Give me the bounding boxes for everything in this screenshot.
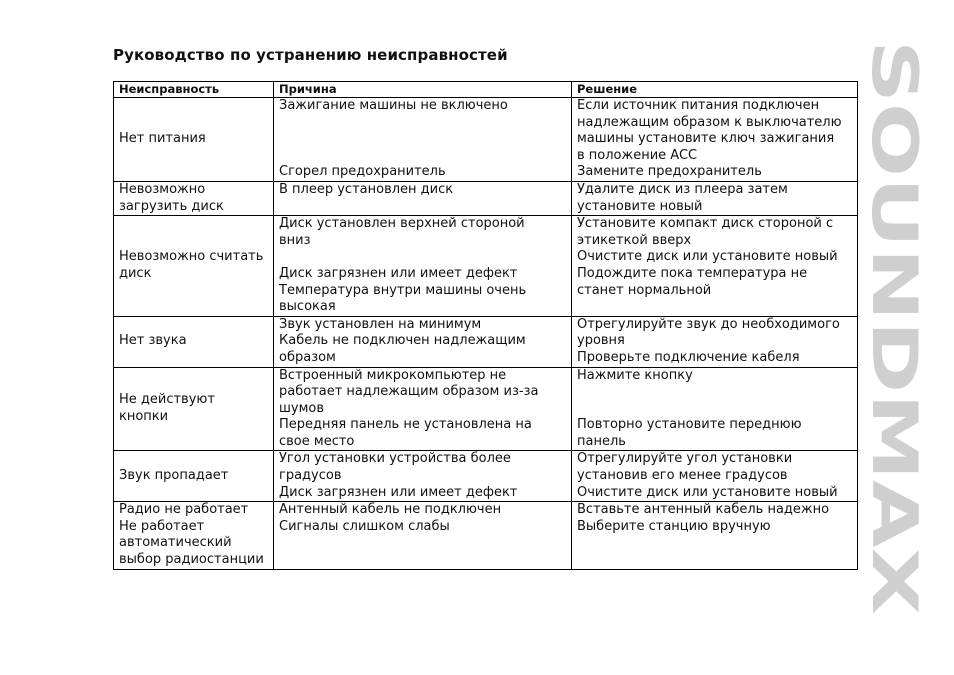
header-solution: Решение [572,82,858,98]
cause-cell [274,451,572,502]
table-row [114,502,858,569]
table-row [114,451,858,502]
cause-line: Звук установлен на минимум [279,316,482,332]
fault-cell [114,181,274,215]
solution-line: Нажмите кнопку [577,367,693,383]
fault-line: Нет питания [119,131,206,147]
table-row [114,216,858,317]
header-cause: Причина [274,82,572,98]
fault-line: Не работает [119,518,205,534]
solution-line: панель [577,433,626,449]
fault-line: автоматический [119,535,232,551]
table-row [114,181,858,215]
solution-line: Выберите станцию вручную [577,518,771,534]
cause-cell [274,181,572,215]
fault-cell [114,451,274,502]
fault-line: выбор радиостанции [119,552,264,568]
cause-cell [274,502,572,569]
table-body [114,98,858,570]
blank-line [279,131,566,148]
solution-line: этикеткой вверх [577,232,692,248]
solution-cell [572,367,858,451]
header-fault: Неисправность [114,82,274,98]
solution-cell [572,451,858,502]
cause-line: работает надлежащим образом из-за [279,384,539,400]
solution-line: Установите компакт диск стороной с [577,216,834,232]
solution-cell [572,98,858,182]
cause-line: Встроенный микрокомпьютер не [279,367,507,383]
solution-line: Удалите диск из плеера затем [577,181,788,197]
fault-line: Радио не работает [119,502,249,518]
cause-line: шумов [279,400,325,416]
blank-line [279,115,566,132]
solution-line: Проверьте подключение кабеля [577,349,800,365]
cause-cell [274,216,572,317]
blank-line [577,384,852,401]
troubleshooting-table [113,81,858,570]
blank-line [279,249,566,266]
solution-line: Отрегулируйте угол установки [577,451,793,467]
solution-line: станет нормальной [577,282,712,298]
fault-line: Звук пропадает [119,468,229,484]
solution-line: Подождите пока температура не [577,265,808,281]
blank-line [577,401,852,418]
solution-line: Очистите диск или установите новый [577,484,838,500]
cause-line: Сигналы слишком слабы [279,518,450,534]
cause-line: свое место [279,433,355,449]
solution-line: Если источник питания подключен [577,98,820,113]
cause-line: образом [279,349,336,365]
solution-line: машины установите ключ зажигания [577,131,835,147]
soundmax-logo [858,40,931,615]
solution-line: Вставьте антенный кабель надежно [577,502,830,518]
solution-line: Очистите диск или установите новый [577,249,838,265]
blank-line [279,148,566,165]
fault-line: загрузить диск [119,198,224,214]
cause-line: Диск загрязнен или имеет дефект [279,265,518,281]
fault-line: Невозможно считать [119,249,264,265]
solution-line: в положение ACC [577,147,698,163]
table-row [114,98,858,182]
solution-line: уровня [577,333,625,349]
fault-line: диск [119,265,152,281]
solution-line: надлежащим образом к выключателю [577,114,842,130]
fault-cell [114,216,274,317]
cause-cell [274,98,572,182]
cause-line: Зажигание машины не включено [279,98,508,113]
solution-line: установив его менее градусов [577,468,788,484]
solution-line: установите новый [577,198,703,214]
table-row [114,367,858,451]
cause-line: высокая [279,299,336,315]
cause-line: Передняя панель не установлена на [279,417,532,433]
fault-cell [114,98,274,182]
cause-line: Кабель не подключен надлежащим [279,333,526,349]
solution-cell [572,316,858,367]
cause-line: Угол установки устройства более [279,451,511,467]
solution-cell [572,502,858,569]
cause-line: градусов [279,468,342,484]
cause-line: Температура внутри машины очень [279,282,527,298]
fault-line: Невозможно [119,181,206,197]
page-title: Руководство по устранению неисправностей [113,46,508,64]
fault-line: кнопки [119,408,169,424]
cause-line: Сгорел предохранитель [279,164,446,180]
cause-line: Антенный кабель не подключен [279,502,502,518]
cause-cell [274,367,572,451]
solution-cell [572,216,858,317]
logo-text: SOUNDMAX [858,40,931,449]
solution-line: Замените предохранитель [577,164,762,180]
fault-line: Не действуют [119,392,215,408]
cause-cell [274,316,572,367]
cause-line: вниз [279,232,311,248]
fault-cell [114,367,274,451]
fault-cell [114,502,274,569]
solution-line: Отрегулируйте звук до необходимого [577,316,840,332]
fault-cell [114,316,274,367]
table-header-row [114,82,858,98]
cause-line: В плеер установлен диск [279,181,454,197]
cause-line: Диск загрязнен или имеет дефект [279,484,518,500]
cause-line: Диск установлен верхней стороной [279,216,525,232]
solution-cell [572,181,858,215]
table-row [114,316,858,367]
fault-line: Нет звука [119,333,187,349]
solution-line: Повторно установите переднюю [577,417,802,433]
